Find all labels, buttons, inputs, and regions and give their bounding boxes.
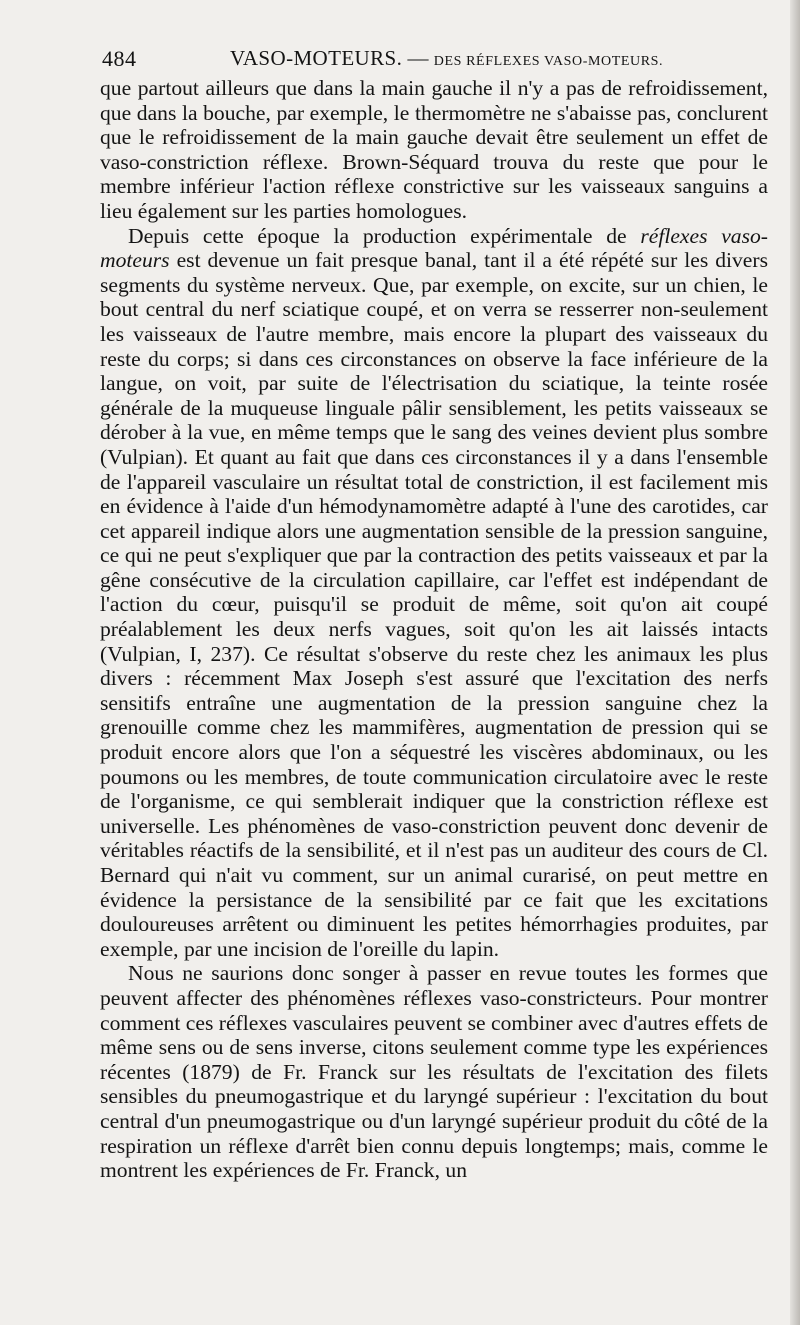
- page-number: 484: [102, 46, 137, 71]
- body-text: [100, 76, 768, 1183]
- paragraph-1: que partout ailleurs que dans la main gauche il n'y a pas de refroidissement, que dans la bouche, par exemple, le thermomètre ne s'abaisse pas, conclurent que le refroidissement de la main gauche devait être seulement un effet de vaso-constriction réflexe. Brown-Séquard trouva du reste que pour le membre inférieur l'action réflexe constrictive sur les vaisseaux sanguins a lieu également sur les parties homologues.: [100, 76, 768, 223]
- paragraph-3: Nous ne saurions donc songer à passer en revue toutes les formes que peuvent affecter des phénomènes réflexes vaso-constricteurs. Pour montrer comment ces réflexes vasculaires peuvent se combiner avec d'autres effets de même sens ou de sens inverse, citons seulement comme type les expériences récentes (1879) de Fr. Franck sur les résultats de l'excitation des filets sensibles du pneumogastrique et du laryngé supérieur : l'excitation du bout central d'un pneumogastrique ou d'un laryngé supérieur produit du côté de la respiration un réflexe d'arrêt bien connu depuis longtemps; mais, comme le montrent les expériences de Fr. Franck, un: [100, 961, 768, 1183]
- running-header: [100, 40, 768, 76]
- scan-edge: [790, 0, 800, 1325]
- book-page: [100, 40, 768, 1183]
- italic-term: réflexes vaso-moteurs: [100, 223, 768, 273]
- running-title: [230, 46, 663, 71]
- running-title-separator: —: [407, 46, 429, 70]
- running-title-main: VASO-MOTEURS.: [230, 46, 403, 70]
- running-title-section: DES RÉFLEXES VASO-MOTEURS.: [433, 54, 664, 69]
- paragraph-2: Depuis cette époque la production expérimentale de réflexes vaso-moteurs est devenue un fait presque banal, tant il a été répété sur les divers segments du système nerveux. Que, par exemple, on excite, sur un chien, le bout central du nerf sciatique coupé, et on verra se resserrer non-seulement les vaisseaux de l'autre membre, mais encore la plupart des vaisseaux du reste du corps; si dans ces circonstances on observe la face inférieure de la langue, on voit, par suite de l'électrisation du sciatique, la teinte rosée générale de la muqueuse linguale pâlir sensiblement, les petits vaisseaux se dérober à la vue, en même temps que le sang des veines devient plus sombre (Vulpian). Et quant au fait que dans ces circonstances il y a dans l'ensemble de l'appareil vasculaire un résultat total de constriction, il est facilement mis en évidence à l'aide d'un hémodynamomètre adapté à l'une des carotides, car cet appareil indique alors une augmentation sensible de la pression sanguine, ce qui ne peut s'expliquer que par la contraction des petits vaisseaux et par la gêne consécutive de la circulation capillaire, car l'effet est indépendant de l'action du cœur, puisqu'il se produit de même, soit qu'on ait coupé préalablement les deux nerfs vagues, soit qu'on les ait laissés intacts (Vulpian, I, 237). Ce résultat s'observe du reste chez les animaux les plus divers : récemment Max Joseph s'est assuré que l'excitation des nerfs sensitifs entraîne une augmentation de la pression sanguine chez la grenouille comme chez les mammifères, augmentation de pression qui se produit encore alors que l'on a séquestré les viscères abdominaux, ou les poumons ou les membres, de toute communication circulatoire avec le reste de l'organisme, ce qui semblerait indiquer que la constriction réflexe est universelle. Les phénomènes de vaso-constriction peuvent donc devenir de véritables réactifs de la sensibilité, et il n'est pas un auditeur des cours de Cl. Bernard qui n'ait vu comment, sur un animal curarisé, on peut mettre en évidence la persistance de la sensibilité par ce fait que les excitations douloureuses arrêtent ou diminuent les petites hémorrhagies produites, par exemple, par une incision de l'oreille du lapin.: [100, 223, 768, 961]
